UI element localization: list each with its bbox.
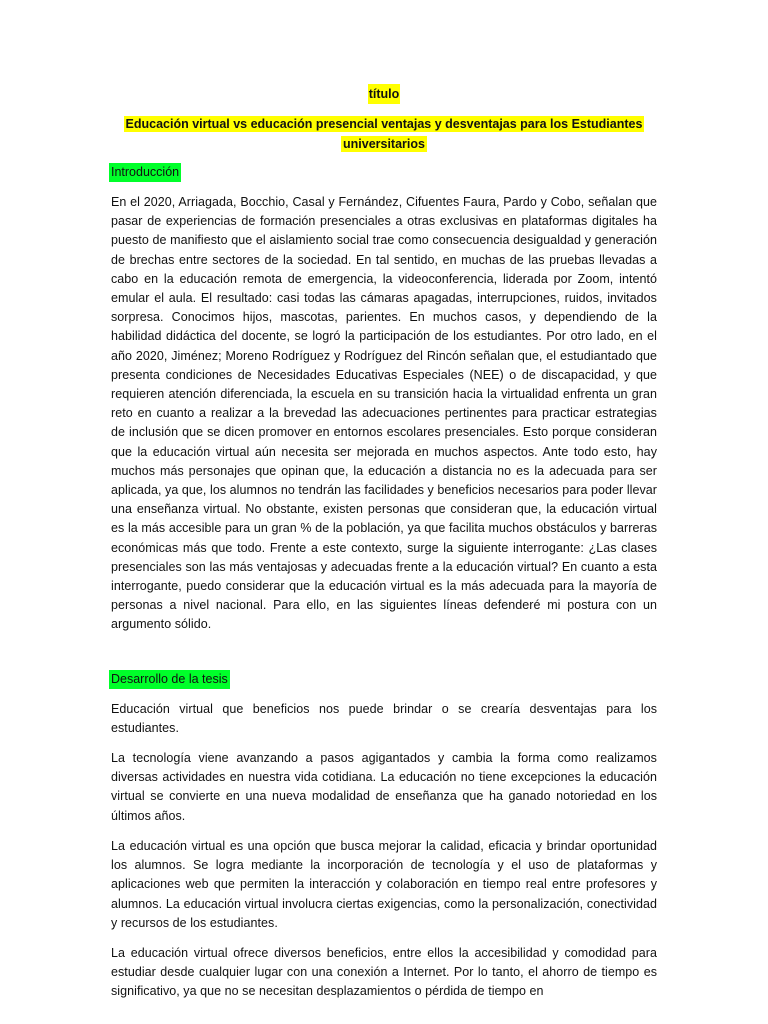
intro-heading: Introducción	[109, 163, 181, 182]
development-paragraph-3: La educación virtual es una opción que busca mejorar la calidad, eficacia y brindar oportunidad los alumnos. Se logra mediante la incorporación de tecnología y el uso de plataformas y aplicaciones web que permiten la interacción y colaboración en tiempo real entre profesores y alumnos. La educación virtual involucra ciertas exigencias, como la personalización, conectividad y recursos de los estudiantes.	[111, 838, 657, 930]
document-body	[111, 84, 657, 1002]
development-heading-line	[111, 670, 657, 689]
development-paragraph-1: Educación virtual que beneficios nos puede brindar o se crearía desventajas para los estudiantes.	[111, 701, 657, 735]
document-label: título	[368, 84, 401, 104]
development-paragraph-2: La tecnología viene avanzando a pasos agigantados y cambia la forma como realizamos diversas actividades en nuestra vida cotidiana. La educación no tiene excepciones la educación virtual se convierte en una nueva modalidad de enseñanza que ha ganado notoriedad en los últimos años.	[111, 751, 657, 823]
blank-line	[111, 635, 657, 645]
development-heading: Desarrollo de la tesis	[109, 670, 230, 689]
development-paragraph-4: La educación virtual ofrece diversos beneficios, entre ellos la accesibilidad y comodidad para estudiar desde cualquier lugar con una conexión a Internet. Por lo tanto, el ahorro de tiempo es significativo, ya que no se necesitan desplazamientos o pérdida de tiempo en	[111, 945, 657, 999]
document-title-text: Educación virtual vs educación presencial ventajas y desventajas para los Estudiantes universitarios	[125, 117, 643, 151]
document-title	[111, 114, 657, 154]
intro-paragraph: En el 2020, Arriagada, Bocchio, Casal y Fernández, Cifuentes Faura, Pardo y Cobo, señalan que pasar de experiencias de formación presenciales a otras exclusivas en plataformas digitales ha puesto de manifiesto que el aislamiento social trae como consecuencia desigualdad y generación de brechas entre sectores de la sociedad. En tal sentido, en muchas de las pruebas llevadas a cabo en la educación remota de emergencia, la videoconferencia, liderada por Zoom, intentó emular el aula. El resultado: casi todas las cámaras apagadas, interrupciones, ruidos, invitados sorpresa. Conocimos hijos, mascotas, parientes. En muchos casos, y dependiendo de la habilidad didáctica del docente, se logró la participación de los estudiantes. Por otro lado, en el año 2020, Jiménez; Moreno Rodríguez y Rodríguez del Rincón señalan que, el estudiantado que presenta condiciones de Necesidades Educativas Especiales (NEE) o de discapacidad, y que requieren atención diferenciada, la escuela en su transición hacia la virtualidad enfrenta un gran reto en cuanto a realizar a la brevedad las adecuaciones pertinentes para practicar estrategias de inclusión que se dicen promover en entornos escolares presenciales. Esto porque consideran que la educación virtual aún necesita ser mejorada en muchos aspectos. Ante todo esto, hay muchos más personajes que opinan que, la educación a distancia no es la adecuada para ser aplicada, ya que, los alumnos no tendrán las facilidades y beneficios necesarios para poder llevar una enseñanza virtual. No obstante, existen personas que consideran que, la educación virtual es la más accesible para un gran % de la población, ya que facilita muchos obstáculos y barreras económicas más que todo. Frente a este contexto, surge la siguiente interrogante: ¿Las clases presenciales son las más ventajosas y adecuadas frente a la educación virtual? En cuanto a esta interrogante, puedo considerar que la educación virtual es la más adecuada para la mayoría de personas a nivel nacional. Para ello, en las siguientes líneas defenderé mi postura con un argumento sólido.	[111, 195, 657, 632]
label-line	[111, 84, 657, 104]
intro-heading-line	[111, 163, 657, 182]
